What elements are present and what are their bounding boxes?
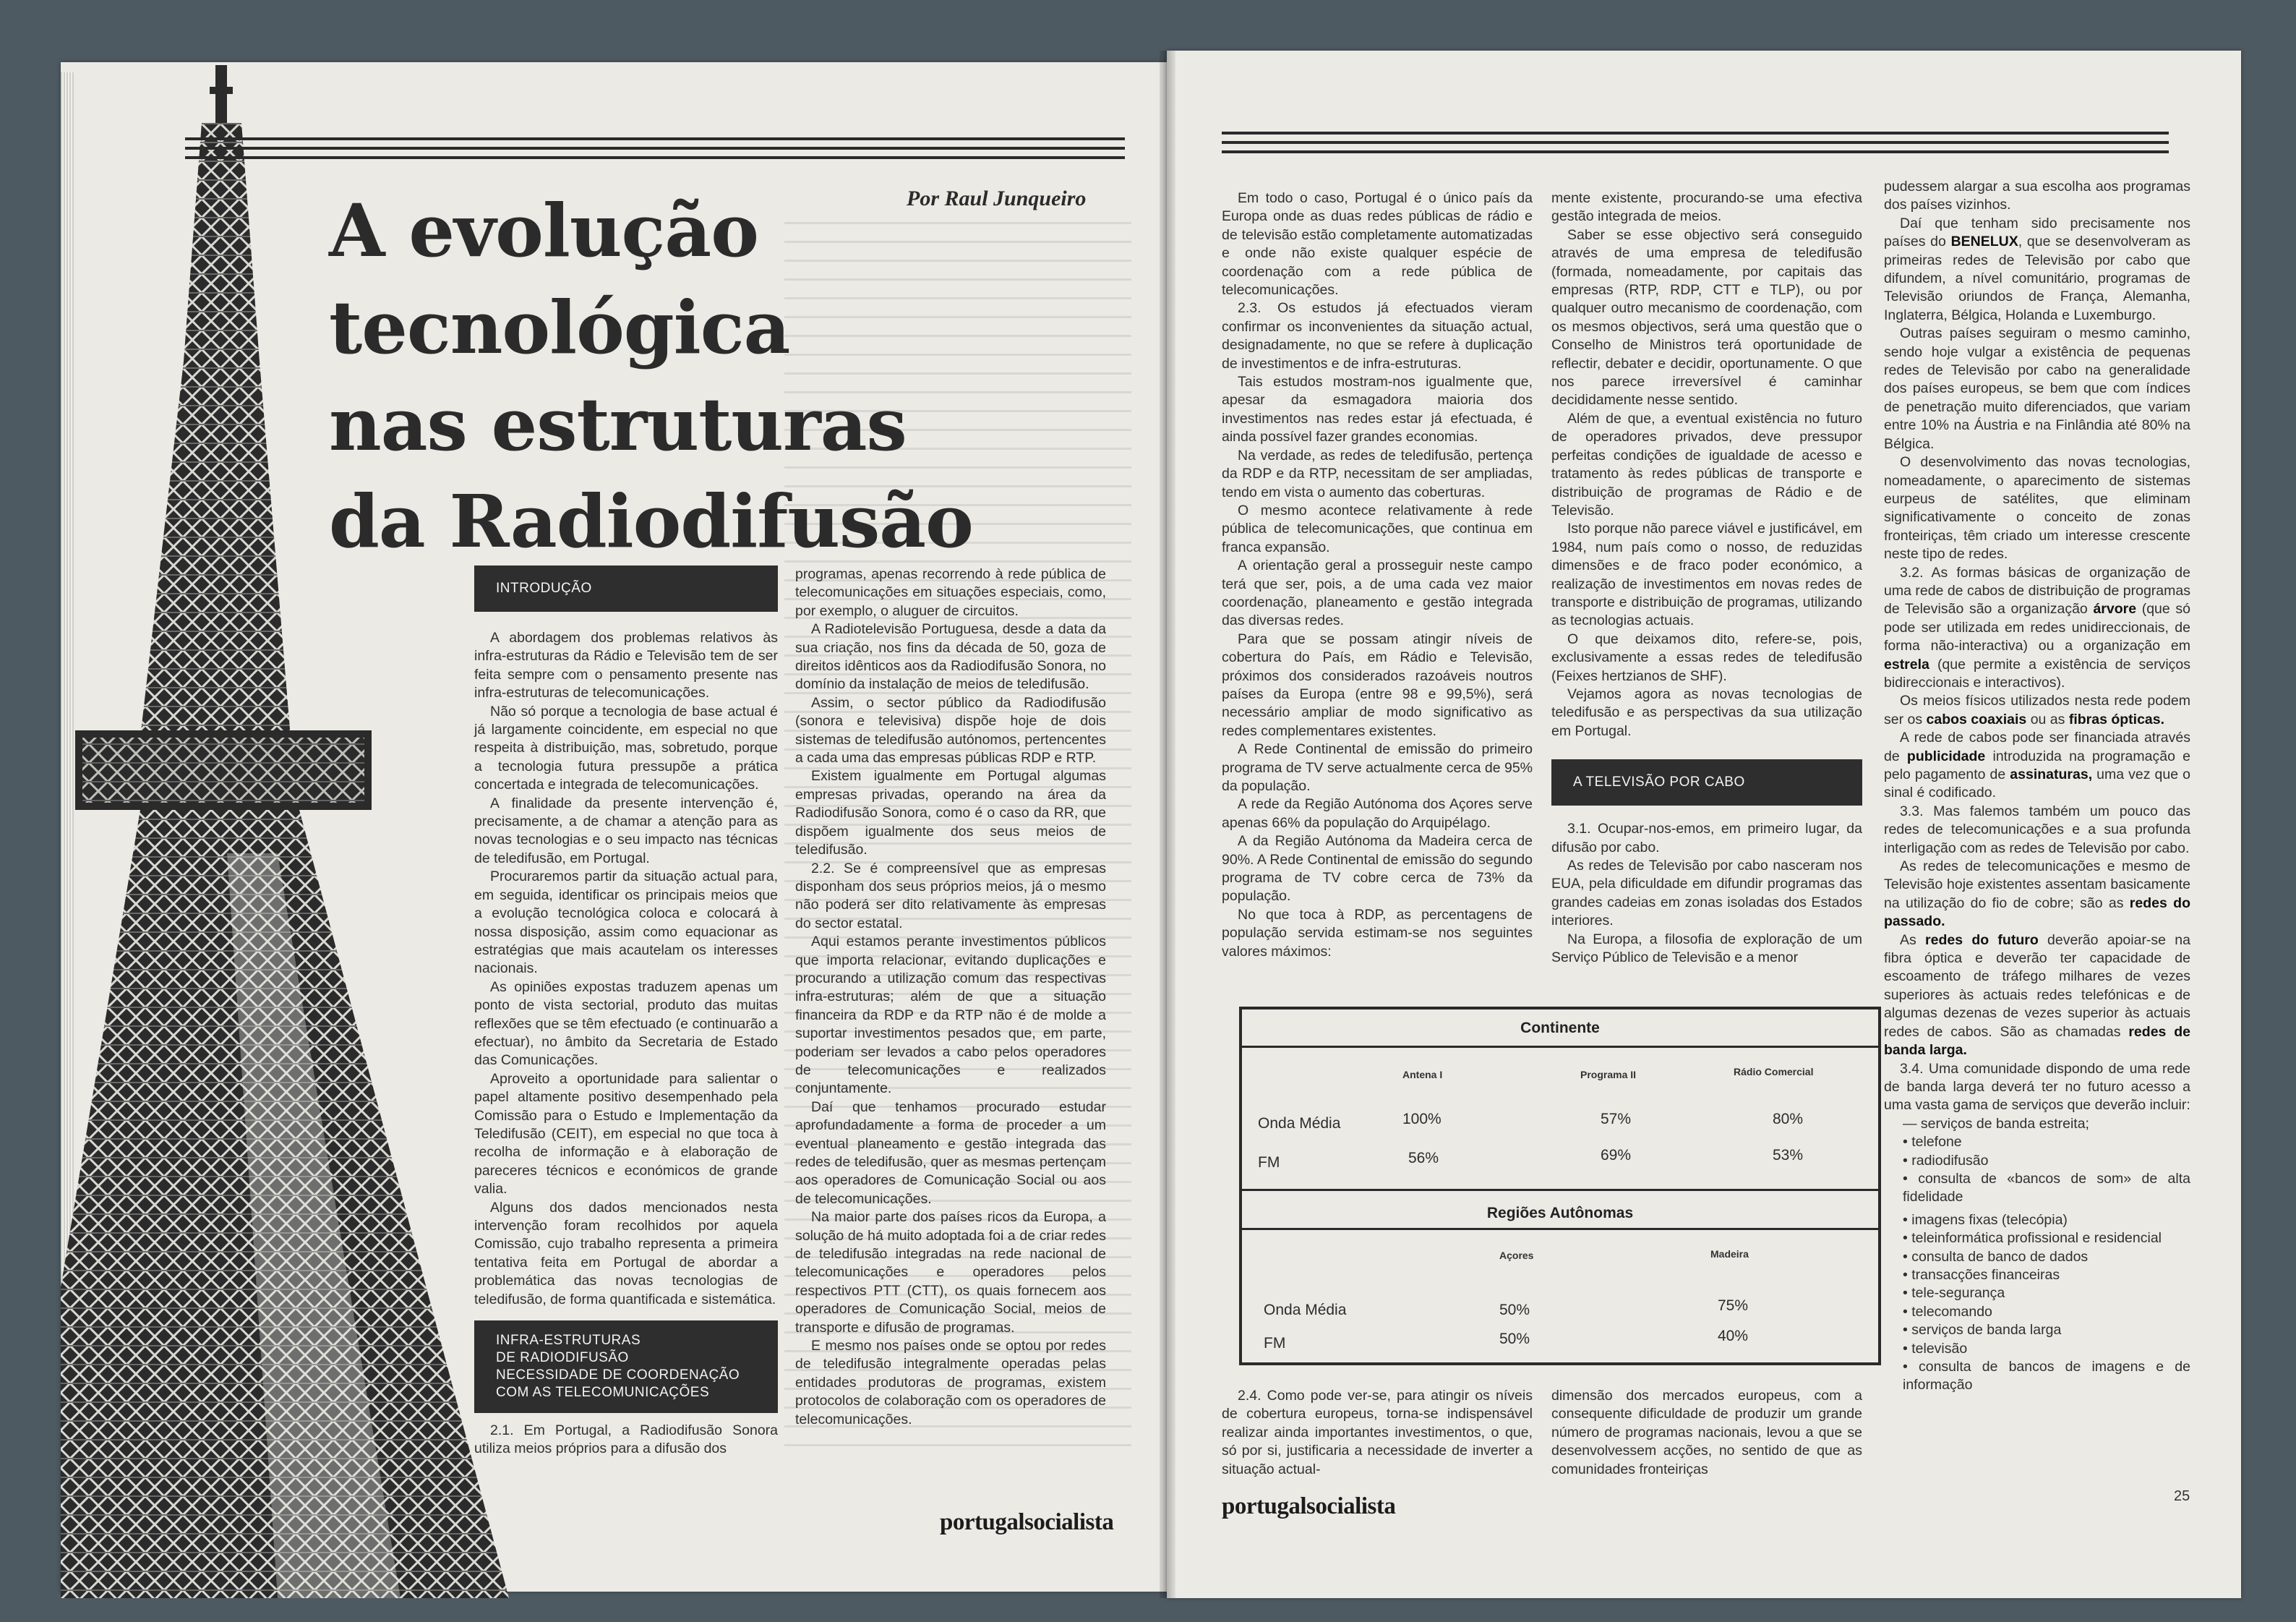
paragraph: Além de que, a eventual existência no futuro de operadores privados, deve pressupor perfeitas condições de igualdade de acesso e tratamento às redes públicas de transporte e distribuição de programas de Rádio e de Televisão. (1551, 410, 1862, 518)
paragraph: A orientação geral a prosseguir neste campo terá que ser, pois, a de uma cada vez maior coordenação, planeamento e gestão integrada das diversas redes. (1222, 558, 1533, 629)
section-heading-intro: INTRODUÇÃO (474, 565, 778, 612)
spine-gutter (1160, 51, 1175, 1598)
table-title-regioes: Regiões Autônomas (1486, 1205, 1634, 1221)
paragraph: Isto porque não parece viável e justificável, em 1984, num país como o nosso, de reduzidas dimensões e de fraco poder económico, a realização de investimentos em novas redes de transporte e distribuição de programas, utilizando as tecnologias actuais. (1551, 521, 1862, 629)
paragraph: Vejamos agora as novas tecnologias de teledifusão e as perspectivas da sua utilização em Portugal. (1551, 686, 1862, 739)
title-line: tecnológica (329, 285, 790, 370)
col-header: Açores (1499, 1250, 1534, 1261)
paragraph: A rede de cabos pode ser financiada através de publicidade introduzida na programação e pelo pagamento de assinaturas, uma vez que o sinal é codificado. (1884, 730, 2191, 801)
paragraph: A abordagem dos problemas relativos às infra-estruturas da Rádio e Televisão tem de ser feita sempre com o pensamento presente nas infra-estruturas de telecomunicações. (474, 630, 778, 701)
paragraph: Outras países seguiram o mesmo caminho, sendo hoje vulgar a existência de pequenas redes de Televisão por cabo na generalidade dos países europeus, se bem que com índices de penetração muito diferenciados, que variam entre 10% na Áustria e na Finlândia até 80% na Bélgica. (1884, 325, 2190, 452)
paragraph: 3.4. Uma comunidade dispondo de uma rede de banda larga deverá ter no futuro acesso a uma vasta gama de serviços que deverão incluir: (1884, 1060, 2190, 1114)
list-item: • transacções financeiras (1903, 1266, 2060, 1283)
author-byline: Por Raul Junqueiro (907, 187, 1087, 210)
paragraph: Alguns dos dados mencionados nesta intervenção foram recolhidos por aquela Comissão, cujo trabalho representa a primeira tentativa feita em Portugal de abordar a problemática das novas tecnologias de teledifusão, de forma quantificada e sistemática. (474, 1199, 778, 1307)
paragraph: Aproveito a oportunidade para salientar o papel altamente positivo desempenhado pela Comissão para o Estudo e Implementação da Teledifusão (CEIT), em especial no que toca à recolha de informação e à elaboração de pareceres técnicos e económicos de grande valia. (474, 1070, 778, 1198)
paragraph: E mesmo nos países onde se optou por redes de teledifusão integralmente operadas pelas entidades produtoras de programas, existem protocolos de colaboração com os operadores de telecomunicações. (795, 1338, 1106, 1427)
table-cell: 50% (1499, 1331, 1530, 1347)
right-header-rules (1222, 132, 2169, 160)
list-item: • radiodifusão (1903, 1152, 1989, 1169)
paragraph: 3.2. As formas básicas de organização de uma rede de cabos de distribuição de programas de Televisão são a organização árvore (que só pode ser utilizada em redes unidireccionais, de forma não-interactiva) ou a organização em estrela (que permite a existência de serviços bidireccionais e interactivos). (1884, 564, 2190, 691)
col-header: Antena I (1402, 1069, 1443, 1080)
paragraph: Os meios físicos utilizados nesta rede podem ser os cabos coaxiais ou as fibras ópticas. (1884, 693, 2190, 727)
list-item: • imagens fixas (telecópia) (1903, 1211, 2068, 1228)
paragraph: Na maior parte dos países ricos da Europa, a solução de há muito adoptada foi a de criar redes de teledifusão integradas na rede nacional de telecomunicações e operadores pelos respectivos PTT (CTT), os quais fornecem aos operadores de Comunicação Social, meios de transporte e difusão de programas. (795, 1209, 1106, 1336)
paragraph: As redes de Televisão por cabo nasceram nos EUA, pela dificuldade em difundir programas das grandes cadeias em zonas isoladas dos Estados interiores. (1551, 858, 1862, 929)
paragraph: Na verdade, as redes de teledifusão, pertença da RDP e da RTP, necessitam de ser ampliadas, tendo em vista o aumento das coberturas. (1222, 447, 1533, 500)
column-4 (1551, 189, 1862, 967)
list-item: • consulta de «bancos de som» de alta fidelidade (1903, 1170, 2190, 1205)
table-cell: 56% (1408, 1150, 1439, 1166)
paragraph: A Radiotelevisão Portuguesa, desde a data da sua criação, nos fins da década de 50, goza de direitos idênticos aos da Radiodifusão Sonora, no domínio da instalação de meios de teledifusão. (795, 621, 1106, 693)
col-header: Rádio Comercial (1734, 1066, 1814, 1077)
paragraph: 3.1. Ocupar-nos-emos, em primeiro lugar, da difusão por cabo. (1551, 821, 1862, 855)
paragraph: Daí que tenham sido precisamente nos países do BENELUX, que se desenvolveram as primeiras redes de Televisão por cabo que difundem, a nível comunitário, programas de Televisão oriundos de França, Alemanha, Inglaterra, Bélgica, Holanda e Luxemburgo. (1884, 215, 2190, 323)
column-2 (795, 565, 1106, 1429)
paragraph: A Rede Continental de emissão do primeiro programa de TV serve actualmente cerca de 95% da população. (1222, 741, 1533, 794)
table-divider (1242, 1228, 1878, 1230)
paragraph: 3.3. Mas falemos também um pouco das redes de telecomunicações e a sua profunda interligação com as redes de Televisão por cabo. (1884, 803, 2190, 856)
paragraph: 2.1. Em Portugal, a Radiodifusão Sonora utiliza meios próprios para a difusão dos (474, 1422, 778, 1457)
masthead-right: portugalsocialista (1222, 1493, 1396, 1519)
title-line: A evolução (329, 188, 758, 273)
coverage-table (1239, 1007, 1881, 1365)
table-cell: 50% (1499, 1302, 1530, 1318)
table-divider (1242, 1189, 1878, 1191)
section-heading-cabo: A TELEVISÃO POR CABO (1551, 759, 1862, 806)
paragraph: No que toca à RDP, as percentagens de população servida estimam-se nos seguintes valores máximos: (1222, 906, 1533, 960)
heading-line: COM AS TELECOMUNICAÇÕES (496, 1385, 710, 1401)
paragraph: Daí que tenhamos procurado estudar aprofundadamente a forma de proceder a um eventual planeamento e gestão integrada das redes de teledifusão, quer as mesmas pertençam aos operadores de Comunicação Social ou aos de telecomunicações. (795, 1098, 1106, 1207)
paragraph: A rede da Região Autónoma dos Açores serve apenas 66% da população do Arquipélago. (1222, 796, 1533, 831)
row-label: Onda Média (1258, 1115, 1341, 1132)
paragraph: Saber se esse objectivo será conseguido através de uma empresa de teledifusão (formada, nomeadamente, por capitais das empresas (RTP, RDP, CTT e TLP), ou por qualquer outro mecanismo de coordenação, com os mesmos objectivos, será uma questão que o Conselho de Ministros terá oportunidade de reflectir, debater e decidir, oportunamente. O que nos parece irreversível é caminhar decididamente nesse sentido. (1551, 226, 1862, 409)
col-header: Programa II (1580, 1069, 1637, 1080)
paragraph: A da Região Autónoma da Madeira cerca de 90%. A Rede Continental de emissão do segundo programa de TV cobre cerca de 73% da população. (1222, 833, 1533, 905)
paragraph: Não só porque a tecnologia de base actual é já largamente coincidente, em especial no que respeita à distribuição, mas, sobretudo, porque a tecnologia futura pressupõe a prática concertada e integrada de telecomunicações. (474, 703, 778, 793)
list-item: • televisão (1903, 1340, 1968, 1357)
paragraph: programas, apenas recorrendo à rede pública de telecomunicações em situações especiais, como, por exemplo, o aluguer de circuitos. (795, 566, 1106, 619)
heading-line: INFRA-ESTRUTURAS (496, 1333, 641, 1349)
paragraph: Existem igualmente em Portugal algumas empresas privadas, operando na área da Radiodifusão Sonora, como é o caso da RR, que dispõem igualmente dos seus meios de teledifusão. (795, 768, 1106, 858)
column-4-bottom (1551, 1387, 1862, 1479)
list-item: • tele-segurança (1903, 1285, 2005, 1302)
paragraph: Tais estudos mostram-nos igualmente que, apesar da esmagadora maioria dos investimentos nas redes estar já efectuada, é ainda possível fazer grandes economias. (1222, 374, 1533, 445)
paragraph: O desenvolvimento das novas tecnologias, nomeadamente, o aparecimento de sistemas eurpeus de satélites, que eliminam significativamente o conceito de zonas fronteiriças, têm criado um interesse crescente neste tipo de redes. (1884, 454, 2190, 563)
paragraph: Procuraremos partir da situação actual para, em seguida, identificar os principais meios que a evolução tecnológica coloca e colocará à nossa disposição, assim como equacionar as estratégias que mais acautelam os interesses nacionais. (474, 868, 778, 977)
column-3 (1222, 189, 1533, 961)
column-5 (1884, 178, 2190, 1395)
table-cell: 100% (1402, 1111, 1442, 1127)
list-item: • telefone (1903, 1134, 1962, 1151)
paragraph: Para que se possam atingir níveis de cobertura do País, em Rádio e Televisão, próximos dos considerados razoáveis noutros países da Europa (entre 98 e 99,5%), será necessário ampliar de modo significativo as redes complementares existentes. (1222, 631, 1533, 739)
list-item: • serviços de banda larga (1903, 1322, 2062, 1339)
row-label: FM (1258, 1154, 1280, 1171)
title-line: nas estruturas (329, 382, 907, 467)
row-label: FM (1264, 1335, 1286, 1352)
paragraph: 2.2. Se é compreensível que as empresas disponham dos seus próprios meios, já o mesmo não poderá ser dito relativamente às empresas do sector estatal. (795, 860, 1106, 931)
paragraph: 2.3. Os estudos já efectuados vieram confirmar os inconvenientes da situação actual, designadamente, no que se refere à duplicação de investimentos e de infra-estruturas. (1222, 300, 1533, 372)
table-cell: 57% (1601, 1111, 1632, 1127)
paragraph: mente existente, procurando-se uma efectiva gestão integrada de meios. (1551, 190, 1862, 225)
article-title (329, 182, 973, 570)
heading-line: DE RADIODIFUSÃO (496, 1350, 629, 1366)
masthead-left: portugalsocialista (940, 1509, 1114, 1535)
table-cell: 53% (1773, 1147, 1804, 1164)
table-cell: 40% (1718, 1328, 1749, 1344)
table-cell: 75% (1718, 1297, 1749, 1314)
title-line: da Radiodifusão (329, 479, 973, 564)
table-cell: 80% (1773, 1111, 1804, 1127)
list-item: • consulta de banco de dados (1903, 1248, 2089, 1265)
list-item: • consulta de bancos de imagens e de informação (1903, 1359, 2190, 1393)
paragraph: O mesmo acontece relativamente à rede pública de telecomunicações, que continua em franca expansão. (1222, 502, 1533, 555)
table-cell: 69% (1601, 1147, 1632, 1164)
column-1 (474, 565, 778, 1459)
paragraph: Aqui estamos perante investimentos públicos que importa relacionar, evitando duplicações e procurando a utilização comum das respectivas infra-estruturas; além de que a situação financeira da RDP e da RTP não é de molde a suportar investimentos pesados que, em parte, poderiam ser levados a cabo pelos operadores de telecomunicações e realizados conjuntamente. (795, 934, 1106, 1097)
col-header: Madeira (1710, 1248, 1749, 1260)
list-item: — serviços de banda estreita; (1903, 1115, 2089, 1132)
paragraph: As redes do futuro deverão apoiar-se na fibra óptica e deverão ter capacidade de escoamento de tráfego milhares de vezes superiores às actuais redes telefónicas e de algumas dezenas de vezes superior às actuais redes de cabos. São as chamadas redes de banda larga. (1884, 931, 2190, 1059)
paragraph: dimensão dos mercados europeus, com a consequente dificuldade de produzir um grande número de programas nacionais, levou a que se desenvolvessem acções, no sentido de que as comunidades fronteiriças (1551, 1388, 1862, 1477)
section-heading-infra (474, 1320, 778, 1413)
heading-line: NECESSIDADE DE COORDENAÇÃO (496, 1367, 740, 1383)
table-title-continente: Continente (1520, 1020, 1600, 1036)
paragraph: A finalidade da presente intervenção é, precisamente, a de chamar a atenção para as novas tecnologias e o seu impacto nas técnicas de teledifusão, em Portugal. (474, 795, 778, 866)
list-item: • telecomando (1903, 1303, 1992, 1320)
table-divider (1242, 1046, 1878, 1048)
left-header-rules (185, 137, 1125, 166)
paragraph: As opiniões expostas traduzem apenas um ponto de vista sectorial, produto das muitas reflexões que se têm efectuado (e continuarão a efectuar), no âmbito da Secretaria de Estado das Comunicações. (474, 978, 778, 1069)
paragraph: O que deixamos dito, refere-se, pois, exclusivamente a essas redes de teledifusão (Feixes hertzianos de SHF). (1551, 631, 1862, 684)
paragraph: Assim, o sector público da Radiodifusão (sonora e televisiva) dispõe hoje de dois sistemas de teledifusão autónomos, pertencentes a cada uma das empresas públicas RDP e RTP. (795, 694, 1106, 767)
column-3-bottom (1222, 1387, 1533, 1479)
paragraph: Na Europa, a filosofia de exploração de um Serviço Público de Televisão e a menor (1551, 931, 1862, 966)
paragraph: As redes de telecomunicações e mesmo de Televisão hoje existentes assentam basicamente na utilização do fio de cobre; são as redes do passado. (1884, 858, 2190, 930)
paragraph: 2.4. Como pode ver-se, para atingir os níveis de cobertura europeus, torna-se indispensável realizar ainda importantes investimentos, o que, só por si, justificaria a necessidade de inverter a situação actual- (1222, 1388, 1533, 1477)
paragraph: Em todo o caso, Portugal é o único país da Europa onde as duas redes públicas de rádio e de televisão estão completamente automatizadas e onde não existe qualquer espécie de coordenação com a rede pública de telecomunicações. (1222, 190, 1533, 299)
page-number: 25 (2174, 1488, 2190, 1504)
list-item: • teleinformática profissional e residencial (1903, 1230, 2162, 1247)
row-label: Onda Média (1264, 1302, 1347, 1318)
paragraph: pudessem alargar a sua escolha aos programas dos países vizinhos. (1884, 179, 2190, 213)
